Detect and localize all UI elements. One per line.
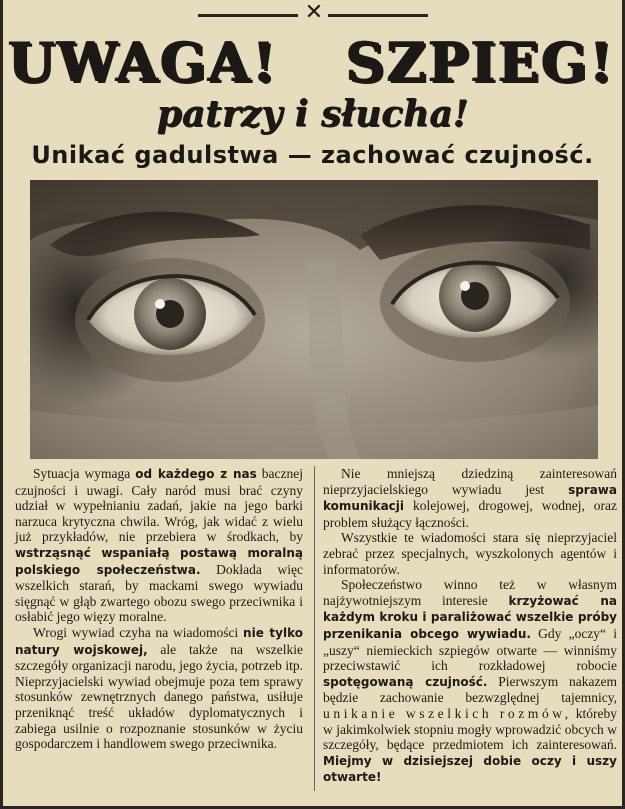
headline-szpieg: SZPIEG! bbox=[345, 30, 615, 94]
eyes-photo-icon bbox=[30, 180, 598, 459]
article-left-column bbox=[15, 466, 303, 752]
ornament-bar-right bbox=[328, 14, 428, 17]
paragraph: Wszystkie te wiadomości stara się nieprzyjaciel zebrać przez specjalnych, wyszkolonych agentów i informatorów. bbox=[323, 530, 617, 577]
text: Społeczeństwo winno też w własnym najżywotniejszym interesie bbox=[323, 577, 617, 608]
text: Nie mniejszą dziedziną zainteresowań nieprzyjacielskiego wywiadu jest bbox=[323, 466, 617, 497]
spaced-text: unikanie wszelkich rozmów, bbox=[323, 705, 572, 721]
text: ale także na wszelkie szczegóły organizacji narodu, jego życia, potrzeb itp. Nieprzyjacielski wywiad obejmuje poza tem sprawy stosunków zewnętrznych danego państwa, usiłuje przeniknąć treść układów dyplomatycznych i zabiega usilnie o rozpoznanie stosunków w życiu gospodarczem i handlowem swego przeciwnika. bbox=[15, 641, 303, 752]
tagline: Unikać gadulstwa — zachować czujność. bbox=[31, 141, 594, 169]
bold-text: krzyżować na każdym kroku i paraliżować wszelkie próby przenikania obcego wywiadu. bbox=[323, 593, 617, 641]
text: kolejowej, drogowej, wodnej, oraz problem służący łączności. bbox=[323, 498, 617, 530]
text: Pierwszym nakazem będzie zachowanie bezwzględnej tajemnicy, bbox=[323, 673, 618, 706]
cross-ornament-icon: ✕ bbox=[304, 0, 324, 25]
paragraph bbox=[15, 625, 303, 752]
bold-text: sprawa komunikacji bbox=[323, 482, 617, 514]
headline-uwaga: UWAGA! bbox=[8, 30, 278, 94]
article-right-column bbox=[323, 466, 617, 786]
paragraph bbox=[15, 466, 303, 625]
text: Wrogi wywiad czyha na wiadomości bbox=[33, 624, 244, 640]
column-divider bbox=[314, 466, 315, 791]
bold-text: wstrząsnąć wspaniałą postawą moralną polskiego społeczeństwa. bbox=[15, 545, 303, 577]
staring-eyes-photo bbox=[30, 180, 598, 459]
subheadline: patrzy i słucha! bbox=[156, 93, 469, 135]
ornament-bar-left bbox=[198, 14, 298, 17]
bold-text: nie tylko natury wojskowej, bbox=[15, 625, 303, 657]
text: Gdy „oczy“ i „uszy“ niemieckich szpiegów otwarte — winniśmy przeciwstawić ich rozkładowej robocie bbox=[323, 625, 617, 674]
text: Dokłada więc wszelkich starań, by mackami swego wywiadu sięgnąć w głąb zwartego obozu swego przeciwnika i osłabić jego więzy moralne. bbox=[15, 561, 303, 625]
text: któreby w jakimkolwiek stopniu mogły wprowadzić obcych w szczegóły, będące przedmiotem ich zainteresowań. bbox=[323, 705, 617, 753]
paragraph bbox=[323, 577, 617, 786]
text: bacznej czujności i uwagi. Cały naród musi brać czyny udział w wypełnianiu zadań, jakie na jego barki narzuca krytyczna chwila. Wróg, jak widać z wielu już przykładów, nie przebiera w środkach, by bbox=[15, 466, 303, 545]
bold-text: spotęgowaną czujność. bbox=[323, 674, 488, 689]
bold-text: Miejmy w dzisiejszej dobie oczy i uszy otwarte! bbox=[323, 753, 617, 785]
text: Sytuacja wymaga bbox=[33, 466, 136, 481]
top-ornament bbox=[198, 0, 428, 25]
bold-text: od każdego z nas bbox=[135, 467, 257, 481]
paragraph bbox=[323, 466, 617, 530]
